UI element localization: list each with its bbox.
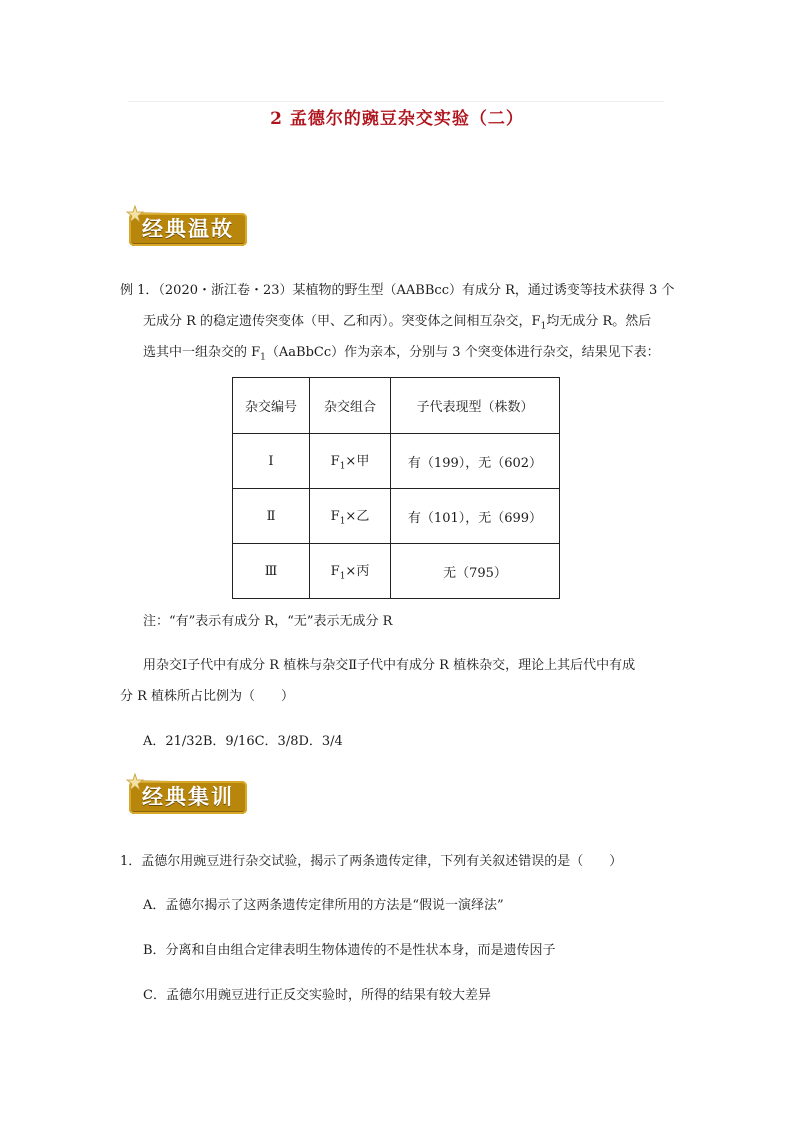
option-c: C．孟德尔用豌豆进行正反交实验时，所得的结果有较大差异 [143,988,491,1003]
question-line-1: 用杂交Ⅰ子代中有成分 R 植株与杂交Ⅱ子代中有成分 R 植株杂交，理论上其后代中有成 [143,658,636,673]
cross-id: Ⅲ [233,544,310,599]
cross-id: Ⅰ [233,434,310,489]
header-cell: 杂交组合 [310,378,391,434]
banner-label: 经典集训 [142,785,234,809]
option-b: B．分离和自由组合定律表明生物体遗传的不是性状本身，而是遗传因子 [143,943,556,958]
cross-combo: $F_1\times$甲 [310,434,391,489]
answer-options: A．21/32B．9/16C．3/8D．3/4 [143,734,343,749]
star-icon [126,205,144,223]
section-banner-practice [126,773,252,819]
results-table [232,377,560,599]
example-line-3: 选其中一组杂交的 $F_1(AaBbCc)$作为亲本，分别与 3 个突变体进行杂交，结果见下表： [143,345,660,363]
table-header-row [233,378,560,434]
section-banner-review [126,205,252,251]
offspring-result: 有（199），无（602） [391,434,560,489]
question-1-stem: 1．孟德尔用豌豆进行杂交试验，揭示了两条遗传定律，下列有关叙述错误的是（ ） [120,854,623,869]
star-icon [126,773,144,791]
banner-label: 经典温故 [142,217,234,241]
question-line-2: 分 R 植株所占比例为（ ） [120,689,295,704]
table-row [233,544,560,599]
example-line-2: 无成分 R 的稳定遗传突变体（甲、乙和丙）。突变体之间相互杂交，$F_1$均无成分 R。然后 [143,314,652,332]
cross-combo: $F_1\times$丙 [310,544,391,599]
table-row [233,489,560,544]
header-rule [128,101,664,102]
cross-id: Ⅱ [233,489,310,544]
table-note: 注：“有”表示有成分 R，“无”表示无成分 R [143,614,393,629]
cross-combo: $F_1\times$乙 [310,489,391,544]
example-line-1: 例 1．（2020・浙江卷・23）某植物的野生型（AABBcc）有成分 R，通过诱变等技术获得 3 个 [120,283,675,298]
option-a: A．孟德尔揭示了这两条遗传定律所用的方法是“假说一演绎法” [143,898,504,913]
offspring-result: 无（795） [391,544,560,599]
header-cell: 子代表现型（株数） [391,378,560,434]
offspring-result: 有（101），无（699） [391,489,560,544]
page-title: 2 孟德尔的豌豆杂交实验（二） [270,109,524,129]
header-cell: 杂交编号 [233,378,310,434]
table-row [233,434,560,489]
